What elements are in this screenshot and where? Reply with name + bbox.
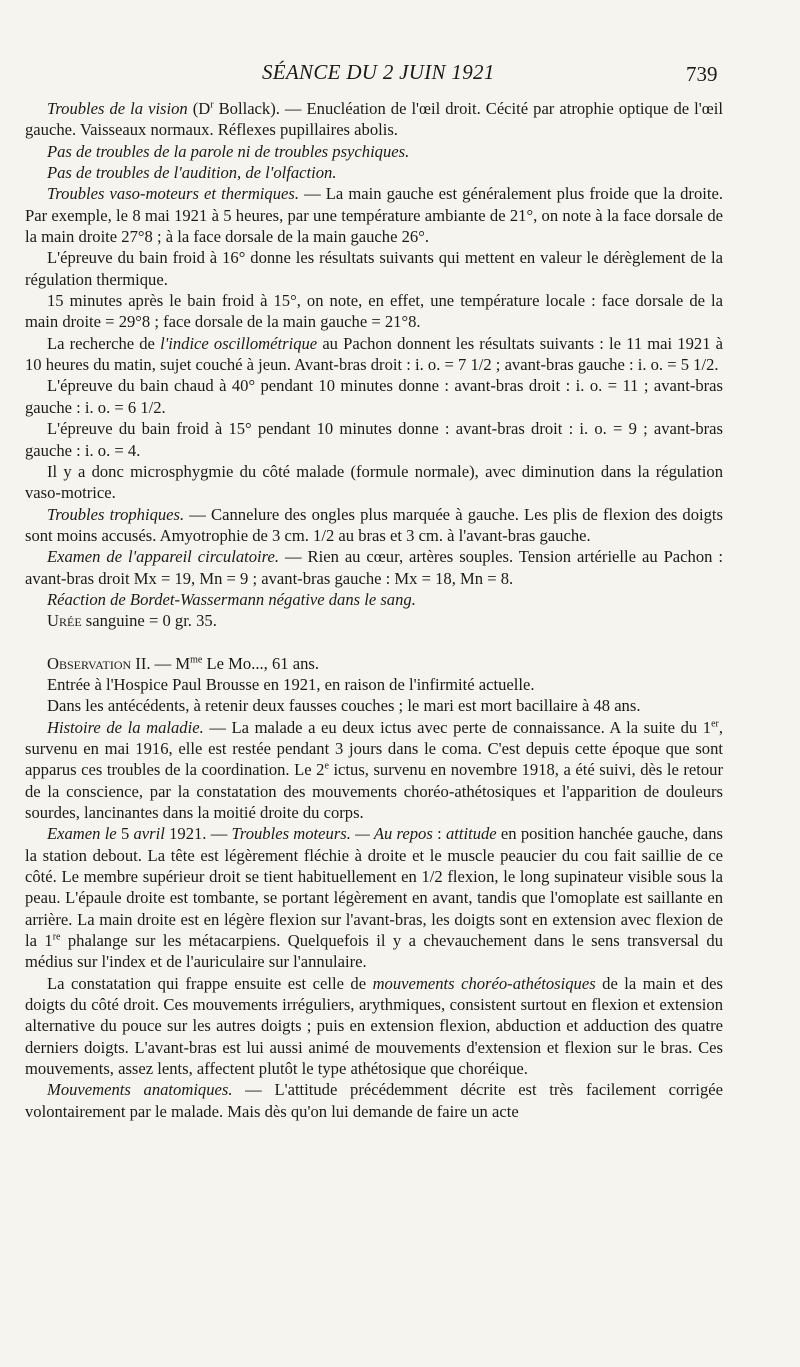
paragraph-wassermann: Réaction de Bordet-Wassermann négative dans le sang. xyxy=(47,589,416,609)
heading-trophic: Troubles trophiques. xyxy=(47,504,185,524)
text-span: Le Mo..., 61 ans. xyxy=(202,653,319,673)
text-span: Bollack). — Enucléation de l'œil droit. Cécité par atrophie optique de l'œil gauche. Vaisseaux normaux. Réflexes pupillaires abolis. xyxy=(25,99,723,140)
text-span: , survenu en mai 1916, elle est restée pendant 3 jours dans le coma. C'est depuis cette époque que sont apparus ces troubles de la coordination. Le 2 xyxy=(25,717,724,780)
text-span: sanguine = 0 gr. 35. xyxy=(81,611,217,631)
paragraph-choreo-athetosic xyxy=(25,973,723,1080)
paragraph-hearing: Pas de troubles de l'audition, de l'olfaction. xyxy=(47,163,337,183)
superscript: er xyxy=(711,718,719,730)
paragraph-antecedents: Dans les antécédents, à retenir deux fausses couches ; le mari est mort bacillaire à 48 ans. xyxy=(47,696,641,716)
text-span: — M xyxy=(150,653,191,673)
paragraph-circulatory xyxy=(25,546,723,589)
paragraph-speech: Pas de troubles de la parole ni de troubles psychiques. xyxy=(47,141,410,161)
text-span: en position hanchée gauche, dans la station debout. La tête est légèrement fléchie à droite et le muscle peaucier du cou fait saillie de ce côté. Le membre supérieur droit se tient habituellement en 1/2 flexion, le long supinateur visible sous la peau. L'épaule droite est tombante, se portant légèrement en avant, tandis que l'omoplate est saillante en arrière. La main droite est en légère flexion sur l'avant-bras, les doigts sont en extension avec flexion de la 1 xyxy=(25,824,723,951)
paragraph-microsphygmia: Il y a donc microsphygmie du côté malade (formule normale), avec diminution dans la régulation vaso-motrice. xyxy=(25,461,723,503)
text-span: — La malade a eu deux ictus avec perte de connaissance. A la suite du 1 xyxy=(203,717,712,737)
emphasis: avril xyxy=(133,824,165,844)
heading-movements: Mouvements anatomiques. xyxy=(47,1080,233,1100)
heading-vasomotor: Troubles vaso-moteurs et thermiques. xyxy=(47,184,299,204)
emphasis: attitude xyxy=(445,824,497,844)
emphasis: Examen le xyxy=(47,824,117,844)
superscript: r xyxy=(210,99,214,111)
text-span: au Pachon donnent les résultats suivants : le 11 mai 1921 à 10 heures du matin, sujet couché à jeun. Avant-bras droit : i. o. = 7 1/2 ; avant-bras gauche : i. o. = 5 1/2. xyxy=(25,333,723,375)
heading-observation: Observation II. xyxy=(47,653,151,673)
heading-circulatory: Examen de l'appareil circulatoire. xyxy=(47,547,280,567)
text-span: La recherche de xyxy=(47,333,161,353)
paragraph-vasomotor xyxy=(25,183,723,247)
text-span: — Cannelure des ongles plus marquée à gauche. Les plis de flexion des doigts sont moins accusés. Amyotrophie de 3 cm. 1/2 au bras et 3 cm. à l'avant-bras gauche. xyxy=(25,504,724,545)
running-title: SÉANCE DU 2 JUIN 1921 xyxy=(262,60,495,84)
smallcaps-urea: Urée xyxy=(47,611,82,631)
body-text xyxy=(25,98,723,1122)
heading-history: Histoire de la maladie. xyxy=(47,717,204,737)
running-header xyxy=(0,58,800,92)
paragraph-examination xyxy=(25,823,723,972)
paragraph-vision xyxy=(25,98,723,141)
text-span: — L'attitude précédemment décrite est très facilement corrigée volontairement par le malade. Mais dès qu'on lui demande de faire un acte xyxy=(25,1080,723,1121)
text-span: — La main gauche est généralement plus froide que la droite. Par exemple, le 8 mai 1921 à 5 heures, par une température ambiante de 21°, on note à la face dorsale de la main droite 27°8 ; à la face dorsale de la main gauche 26°. xyxy=(25,184,723,247)
superscript: re xyxy=(52,931,61,943)
text-span: (D xyxy=(187,99,211,118)
paragraph-history xyxy=(25,717,723,824)
paragraph-anatomical-movements xyxy=(25,1079,723,1122)
paragraph-hot-bath: L'épreuve du bain chaud à 40° pendant 10 minutes donne : avant-bras droit : i. o. = 11 ; avant-bras gauche : i. o. = 6 1/2. xyxy=(25,376,723,417)
paragraph-cold-bath-15: L'épreuve du bain froid à 15° pendant 10 minutes donne : avant-bras droit : i. o. = 9 ; avant-bras gauche : i. o. = 4. xyxy=(25,419,723,460)
emphasis-oscillometric: l'indice oscillométrique xyxy=(160,333,318,353)
text-span: : xyxy=(432,824,446,844)
paragraph-local-temperature: 15 minutes après le bain froid à 15°, on note, en effet, une température locale : face dorsale de la main droite = 29°8 ; face dorsale de la main gauche = 21°8. xyxy=(25,291,723,332)
heading-motor: Troubles moteurs. — Au repos xyxy=(231,824,433,844)
paragraph-trophic xyxy=(25,504,723,547)
superscript: e xyxy=(324,760,329,772)
text-span: La constatation qui frappe ensuite est celle de xyxy=(47,973,373,993)
text-span: — Rien au cœur, artères souples. Tension artérielle au Pachon : avant-bras droit Mx = 19, Mn = 9 ; avant-bras gauche : Mx = 18, Mn = 8. xyxy=(25,547,723,588)
heading-vision: Troubles de la vision xyxy=(47,99,188,118)
superscript: me xyxy=(190,654,203,666)
paragraph-urea xyxy=(25,610,723,631)
text-span: de la main et des doigts du côté droit. Ces mouvements irréguliers, arythmiques, consistent surtout en flexion et extension alternative du pouce sur les autres doigts ; puis en extension flexion, abduction et adduction des quatre derniers doigts. L'avant-bras est lui aussi animé de mouvements d'extension et flexion sur le bras. Ces mouvements, assez lents, affectent plutôt le type athétosique que choréique. xyxy=(25,973,724,1079)
text-span: 5 xyxy=(116,824,134,844)
paragraph-observation-ii xyxy=(25,653,723,674)
text-span: 1921. — xyxy=(164,824,232,844)
paragraph-cold-bath: L'épreuve du bain froid à 16° donne les résultats suivants qui mettent en valeur le dérèglement de la régulation thermique. xyxy=(25,248,723,289)
text-span: ictus, survenu en novembre 1918, a été suivi, dès le retour de la conscience, par la constatation des mouvements choréo-athétosiques et l'apparition de douleurs sourdes, lancinantes dans la moitié droite du corps. xyxy=(25,760,723,822)
paragraph-admission: Entrée à l'Hospice Paul Brousse en 1921, en raison de l'infirmité actuelle. xyxy=(47,674,535,694)
emphasis: mouvements choréo-athétosiques xyxy=(372,973,596,993)
text-span: phalange sur les métacarpiens. Quelquefois il y a chevauchement dans le sens transversal du médius sur l'index et de l'auriculaire sur l'annulaire. xyxy=(25,931,724,972)
page-number: 739 xyxy=(686,62,718,86)
paragraph-oscillometric xyxy=(25,333,723,376)
